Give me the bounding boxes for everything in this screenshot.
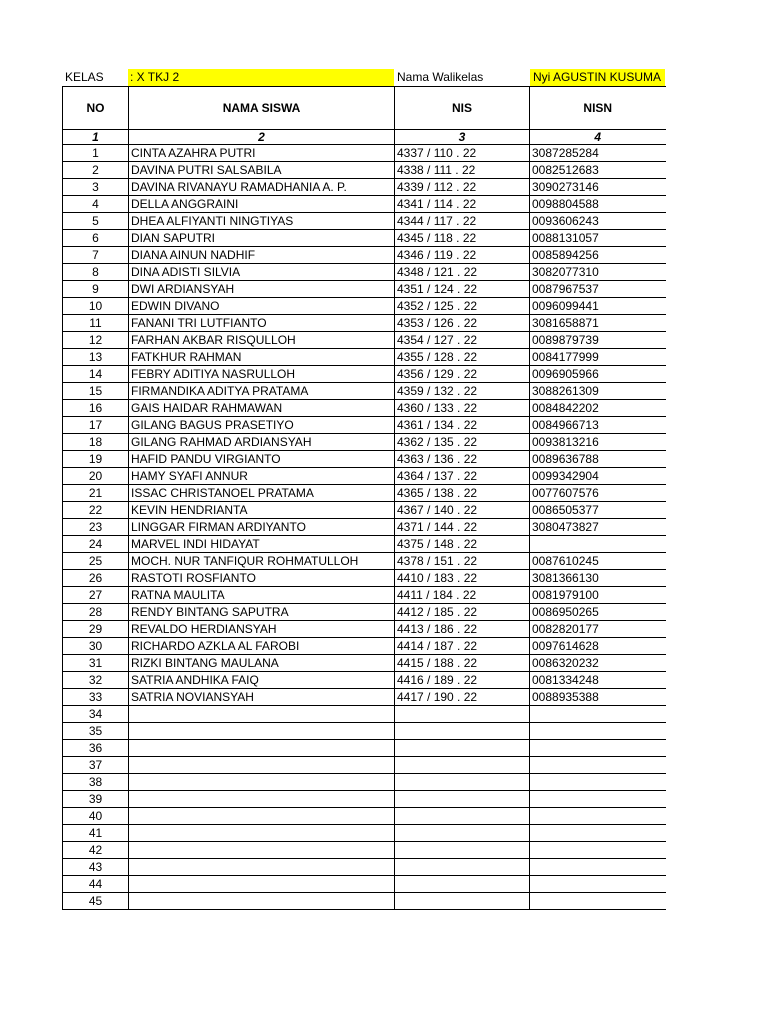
column-index: 3 xyxy=(395,130,530,145)
table-row xyxy=(63,519,666,536)
cell-nisn[interactable]: 3080473827 xyxy=(530,519,666,536)
cell-nis[interactable]: 4364 / 137 . 22 xyxy=(395,468,530,485)
cell-no[interactable]: 4 xyxy=(63,196,129,213)
cell-nis[interactable]: 4363 / 136 . 22 xyxy=(395,451,530,468)
cell-nisn[interactable]: 0085894256 xyxy=(530,247,666,264)
cell-nis[interactable]: 4415 / 188 . 22 xyxy=(395,655,530,672)
cell-no[interactable]: 12 xyxy=(63,332,129,349)
cell-nisn[interactable]: 0086950265 xyxy=(530,604,666,621)
cell-nama-siswa[interactable]: DIANA AINUN NADHIF xyxy=(129,247,395,264)
cell-nis[interactable] xyxy=(395,825,530,842)
cell-no[interactable]: 30 xyxy=(63,638,129,655)
cell-nama-siswa[interactable]: CINTA AZAHRA PUTRI xyxy=(129,145,395,162)
table-row xyxy=(63,247,666,264)
table-row xyxy=(63,434,666,451)
cell-nis[interactable] xyxy=(395,893,530,910)
column-index: 4 xyxy=(530,130,666,145)
cell-nisn[interactable]: 0096905966 xyxy=(530,366,666,383)
cell-nama-siswa[interactable]: LINGGAR FIRMAN ARDIYANTO xyxy=(129,519,395,536)
table-row xyxy=(63,383,666,400)
cell-nis[interactable]: 4371 / 144 . 22 xyxy=(395,519,530,536)
cell-no[interactable]: 2 xyxy=(63,162,129,179)
cell-no[interactable]: 8 xyxy=(63,264,129,281)
cell-nisn[interactable]: 0077607576 xyxy=(530,485,666,502)
table-row xyxy=(63,145,666,162)
cell-nis[interactable]: 4346 / 119 . 22 xyxy=(395,247,530,264)
cell-nisn[interactable] xyxy=(530,774,666,791)
cell-no[interactable]: 35 xyxy=(63,723,129,740)
cell-nis[interactable]: 4414 / 187 . 22 xyxy=(395,638,530,655)
cell-nis[interactable]: 4367 / 140 . 22 xyxy=(395,502,530,519)
table-row xyxy=(63,281,666,298)
table-row xyxy=(63,638,666,655)
table-row xyxy=(63,757,666,774)
cell-nama-siswa[interactable] xyxy=(129,723,395,740)
cell-nama-siswa[interactable]: MARVEL INDI HIDAYAT xyxy=(129,536,395,553)
cell-nisn[interactable]: 0084842202 xyxy=(530,400,666,417)
cell-nisn[interactable]: 0098804588 xyxy=(530,196,666,213)
cell-nis[interactable]: 4338 / 111 . 22 xyxy=(395,162,530,179)
cell-nama-siswa[interactable]: FEBRY ADITIYA NASRULLOH xyxy=(129,366,395,383)
cell-nis[interactable]: 4362 / 135 . 22 xyxy=(395,434,530,451)
table-row xyxy=(63,604,666,621)
spreadsheet-sheet xyxy=(62,69,665,910)
cell-no[interactable]: 7 xyxy=(63,247,129,264)
cell-nis[interactable] xyxy=(395,757,530,774)
cell-no[interactable]: 18 xyxy=(63,434,129,451)
cell-nisn[interactable] xyxy=(530,808,666,825)
cell-nis[interactable]: 4351 / 124 . 22 xyxy=(395,281,530,298)
cell-nisn[interactable] xyxy=(530,791,666,808)
cell-no[interactable]: 28 xyxy=(63,604,129,621)
cell-nama-siswa[interactable]: ISSAC CHRISTANOEL PRATAMA xyxy=(129,485,395,502)
cell-nama-siswa[interactable]: FARHAN AKBAR RISQULLOH xyxy=(129,332,395,349)
cell-nama-siswa[interactable]: GAIS HAIDAR RAHMAWAN xyxy=(129,400,395,417)
cell-no[interactable]: 39 xyxy=(63,791,129,808)
cell-no[interactable]: 34 xyxy=(63,706,129,723)
cell-nis[interactable] xyxy=(395,808,530,825)
cell-nama-siswa[interactable]: DIAN SAPUTRI xyxy=(129,230,395,247)
cell-nisn[interactable] xyxy=(530,723,666,740)
cell-nis[interactable]: 4360 / 133 . 22 xyxy=(395,400,530,417)
table-row xyxy=(63,672,666,689)
cell-no[interactable]: 11 xyxy=(63,315,129,332)
cell-nama-siswa[interactable]: RICHARDO AZKLA AL FAROBI xyxy=(129,638,395,655)
cell-nisn[interactable]: 0082820177 xyxy=(530,621,666,638)
cell-nama-siswa[interactable]: DHEA ALFIYANTI NINGTIYAS xyxy=(129,213,395,230)
cell-nisn[interactable] xyxy=(530,859,666,876)
cell-nisn[interactable]: 3081658871 xyxy=(530,315,666,332)
cell-nama-siswa[interactable]: HAMY SYAFI ANNUR xyxy=(129,468,395,485)
cell-nisn[interactable] xyxy=(530,842,666,859)
cell-nis[interactable]: 4348 / 121 . 22 xyxy=(395,264,530,281)
cell-nis[interactable]: 4339 / 112 . 22 xyxy=(395,179,530,196)
cell-nisn[interactable]: 0099342904 xyxy=(530,468,666,485)
table-row xyxy=(63,502,666,519)
cell-nama-siswa[interactable]: FIRMANDIKA ADITYA PRATAMA xyxy=(129,383,395,400)
table-row xyxy=(63,689,666,706)
cell-nis[interactable] xyxy=(395,876,530,893)
table-row xyxy=(63,179,666,196)
cell-no[interactable]: 38 xyxy=(63,774,129,791)
cell-nama-siswa[interactable]: SATRIA NOVIANSYAH xyxy=(129,689,395,706)
table-row xyxy=(63,587,666,604)
cell-nis[interactable] xyxy=(395,859,530,876)
cell-no[interactable]: 15 xyxy=(63,383,129,400)
cell-nis[interactable]: 4410 / 183 . 22 xyxy=(395,570,530,587)
cell-nis[interactable]: 4355 / 128 . 22 xyxy=(395,349,530,366)
cell-nisn[interactable]: 0081334248 xyxy=(530,672,666,689)
cell-no[interactable]: 19 xyxy=(63,451,129,468)
table-row xyxy=(63,859,666,876)
cell-nama-siswa[interactable]: DAVINA PUTRI SALSABILA xyxy=(129,162,395,179)
walikelas-label: Nama Walikelas xyxy=(397,70,484,84)
table-row xyxy=(63,315,666,332)
cell-nis[interactable] xyxy=(395,740,530,757)
cell-nisn[interactable]: 0093606243 xyxy=(530,213,666,230)
table-row xyxy=(63,451,666,468)
table-row xyxy=(63,876,666,893)
cell-nama-siswa[interactable]: EDWIN DIVANO xyxy=(129,298,395,315)
table-row xyxy=(63,774,666,791)
table-row xyxy=(63,468,666,485)
student-table xyxy=(62,86,666,910)
cell-no[interactable]: 21 xyxy=(63,485,129,502)
cell-nama-siswa[interactable] xyxy=(129,774,395,791)
table-row xyxy=(63,213,666,230)
cell-nis[interactable]: 4354 / 127 . 22 xyxy=(395,332,530,349)
cell-no[interactable]: 37 xyxy=(63,757,129,774)
cell-nisn[interactable] xyxy=(530,893,666,910)
cell-nisn[interactable]: 0088131057 xyxy=(530,230,666,247)
cell-nama-siswa[interactable]: SATRIA ANDHIKA FAIQ xyxy=(129,672,395,689)
cell-nis[interactable]: 4337 / 110 . 22 xyxy=(395,145,530,162)
cell-nis[interactable]: 4361 / 134 . 22 xyxy=(395,417,530,434)
cell-nama-siswa[interactable] xyxy=(129,859,395,876)
class-info-row xyxy=(62,69,665,86)
cell-nis[interactable]: 4413 / 186 . 22 xyxy=(395,621,530,638)
cell-nisn[interactable]: 0093813216 xyxy=(530,434,666,451)
table-row xyxy=(63,825,666,842)
cell-no[interactable]: 26 xyxy=(63,570,129,587)
cell-nisn[interactable]: 0081979100 xyxy=(530,587,666,604)
cell-no[interactable]: 43 xyxy=(63,859,129,876)
cell-nisn[interactable]: 0096099441 xyxy=(530,298,666,315)
cell-nis[interactable]: 4411 / 184 . 22 xyxy=(395,587,530,604)
cell-nis[interactable]: 4341 / 114 . 22 xyxy=(395,196,530,213)
cell-nisn[interactable] xyxy=(530,757,666,774)
cell-no[interactable]: 24 xyxy=(63,536,129,553)
table-row xyxy=(63,400,666,417)
cell-nama-siswa[interactable] xyxy=(129,757,395,774)
cell-no[interactable]: 17 xyxy=(63,417,129,434)
cell-nisn[interactable]: 3081366130 xyxy=(530,570,666,587)
table-row xyxy=(63,791,666,808)
cell-no[interactable]: 44 xyxy=(63,876,129,893)
column-header-nisn: NISN xyxy=(530,87,666,130)
column-header-row xyxy=(63,87,666,130)
cell-nisn[interactable]: 3090273146 xyxy=(530,179,666,196)
cell-nis[interactable] xyxy=(395,774,530,791)
cell-nama-siswa[interactable]: KEVIN HENDRIANTA xyxy=(129,502,395,519)
cell-no[interactable]: 14 xyxy=(63,366,129,383)
cell-nama-siswa[interactable]: DELLA ANGGRAINI xyxy=(129,196,395,213)
cell-no[interactable]: 36 xyxy=(63,740,129,757)
cell-no[interactable]: 32 xyxy=(63,672,129,689)
cell-nama-siswa[interactable]: DINA ADISTI SILVIA xyxy=(129,264,395,281)
cell-nama-siswa[interactable] xyxy=(129,808,395,825)
cell-nisn[interactable] xyxy=(530,706,666,723)
table-row xyxy=(63,842,666,859)
kelas-value[interactable]: : X TKJ 2 xyxy=(128,69,394,86)
cell-no[interactable]: 9 xyxy=(63,281,129,298)
cell-nama-siswa[interactable] xyxy=(129,706,395,723)
cell-nisn[interactable]: 0086320232 xyxy=(530,655,666,672)
cell-nis[interactable] xyxy=(395,791,530,808)
cell-nis[interactable]: 4375 / 148 . 22 xyxy=(395,536,530,553)
cell-nisn[interactable]: 0089636788 xyxy=(530,451,666,468)
cell-nama-siswa[interactable] xyxy=(129,842,395,859)
cell-nis[interactable]: 4356 / 129 . 22 xyxy=(395,366,530,383)
cell-nis[interactable]: 4353 / 126 . 22 xyxy=(395,315,530,332)
table-row xyxy=(63,196,666,213)
kelas-label: KELAS xyxy=(65,70,104,84)
cell-nama-siswa[interactable]: RATNA MAULITA xyxy=(129,587,395,604)
table-row xyxy=(63,706,666,723)
table-row xyxy=(63,264,666,281)
cell-no[interactable]: 41 xyxy=(63,825,129,842)
cell-nisn[interactable]: 3088261309 xyxy=(530,383,666,400)
cell-no[interactable]: 23 xyxy=(63,519,129,536)
column-header-nama-siswa: NAMA SISWA xyxy=(129,87,395,130)
cell-nisn[interactable] xyxy=(530,740,666,757)
cell-nama-siswa[interactable] xyxy=(129,740,395,757)
cell-no[interactable]: 1 xyxy=(63,145,129,162)
cell-nisn[interactable] xyxy=(530,825,666,842)
cell-nis[interactable]: 4412 / 185 . 22 xyxy=(395,604,530,621)
column-index: 2 xyxy=(129,130,395,145)
table-row xyxy=(63,893,666,910)
table-row xyxy=(63,332,666,349)
table-row xyxy=(63,298,666,315)
cell-no[interactable]: 20 xyxy=(63,468,129,485)
cell-no[interactable]: 6 xyxy=(63,230,129,247)
cell-nama-siswa[interactable]: DWI ARDIANSYAH xyxy=(129,281,395,298)
cell-nis[interactable] xyxy=(395,706,530,723)
cell-nama-siswa[interactable]: GILANG BAGUS PRASETIYO xyxy=(129,417,395,434)
cell-nisn[interactable] xyxy=(530,876,666,893)
cell-nisn[interactable]: 3087285284 xyxy=(530,145,666,162)
cell-nisn[interactable]: 0086505377 xyxy=(530,502,666,519)
cell-nisn[interactable]: 0097614628 xyxy=(530,638,666,655)
cell-nama-siswa[interactable]: RIZKI BINTANG MAULANA xyxy=(129,655,395,672)
cell-nis[interactable]: 4344 / 117 . 22 xyxy=(395,213,530,230)
table-row xyxy=(63,366,666,383)
cell-no[interactable]: 25 xyxy=(63,553,129,570)
cell-nis[interactable]: 4345 / 118 . 22 xyxy=(395,230,530,247)
cell-nis[interactable]: 4359 / 132 . 22 xyxy=(395,383,530,400)
table-row xyxy=(63,162,666,179)
table-row xyxy=(63,655,666,672)
cell-no[interactable]: 31 xyxy=(63,655,129,672)
cell-nama-siswa[interactable]: DAVINA RIVANAYU RAMADHANIA A. P. xyxy=(129,179,395,196)
cell-nisn[interactable]: 0084966713 xyxy=(530,417,666,434)
cell-no[interactable]: 42 xyxy=(63,842,129,859)
cell-nisn[interactable]: 3082077310 xyxy=(530,264,666,281)
cell-nama-siswa[interactable] xyxy=(129,893,395,910)
cell-nama-siswa[interactable]: RENDY BINTANG SAPUTRA xyxy=(129,604,395,621)
table-row xyxy=(63,621,666,638)
table-row xyxy=(63,349,666,366)
student-rows xyxy=(63,145,666,910)
cell-nisn[interactable]: 0087967537 xyxy=(530,281,666,298)
cell-no[interactable]: 3 xyxy=(63,179,129,196)
cell-nis[interactable]: 4365 / 138 . 22 xyxy=(395,485,530,502)
table-row xyxy=(63,536,666,553)
cell-no[interactable]: 33 xyxy=(63,689,129,706)
table-row xyxy=(63,740,666,757)
table-row xyxy=(63,553,666,570)
cell-no[interactable]: 45 xyxy=(63,893,129,910)
cell-nama-siswa[interactable]: MOCH. NUR TANFIQUR ROHMATULLOH xyxy=(129,553,395,570)
table-row xyxy=(63,230,666,247)
table-row xyxy=(63,808,666,825)
walikelas-value[interactable]: Nyi AGUSTIN KUSUMA xyxy=(530,69,665,86)
cell-no[interactable]: 29 xyxy=(63,621,129,638)
cell-no[interactable]: 16 xyxy=(63,400,129,417)
cell-no[interactable]: 27 xyxy=(63,587,129,604)
cell-nama-siswa[interactable] xyxy=(129,825,395,842)
cell-nis[interactable] xyxy=(395,723,530,740)
column-index: 1 xyxy=(63,130,129,145)
cell-no[interactable]: 10 xyxy=(63,298,129,315)
cell-nama-siswa[interactable]: FATKHUR RAHMAN xyxy=(129,349,395,366)
cell-no[interactable]: 40 xyxy=(63,808,129,825)
cell-nis[interactable]: 4352 / 125 . 22 xyxy=(395,298,530,315)
cell-nisn[interactable] xyxy=(530,536,666,553)
cell-nis[interactable]: 4378 / 151 . 22 xyxy=(395,553,530,570)
cell-nama-siswa[interactable]: FANANI TRI LUTFIANTO xyxy=(129,315,395,332)
cell-nama-siswa[interactable]: RASTOTI ROSFIANTO xyxy=(129,570,395,587)
cell-nama-siswa[interactable]: GILANG RAHMAD ARDIANSYAH xyxy=(129,434,395,451)
table-row xyxy=(63,723,666,740)
cell-nisn[interactable]: 0089879739 xyxy=(530,332,666,349)
table-row xyxy=(63,417,666,434)
cell-nisn[interactable]: 0082512683 xyxy=(530,162,666,179)
cell-nama-siswa[interactable]: HAFID PANDU VIRGIANTO xyxy=(129,451,395,468)
cell-nisn[interactable]: 0087610245 xyxy=(530,553,666,570)
column-header-no: NO xyxy=(63,87,129,130)
cell-nisn[interactable]: 0088935388 xyxy=(530,689,666,706)
cell-nama-siswa[interactable] xyxy=(129,791,395,808)
column-header-nis: NIS xyxy=(395,87,530,130)
table-row xyxy=(63,570,666,587)
cell-nama-siswa[interactable]: REVALDO HERDIANSYAH xyxy=(129,621,395,638)
cell-no[interactable]: 13 xyxy=(63,349,129,366)
cell-nis[interactable]: 4416 / 189 . 22 xyxy=(395,672,530,689)
cell-no[interactable]: 22 xyxy=(63,502,129,519)
cell-nis[interactable]: 4417 / 190 . 22 xyxy=(395,689,530,706)
cell-nisn[interactable]: 0084177999 xyxy=(530,349,666,366)
cell-nis[interactable] xyxy=(395,842,530,859)
column-index-row xyxy=(63,130,666,145)
cell-no[interactable]: 5 xyxy=(63,213,129,230)
table-row xyxy=(63,485,666,502)
cell-nama-siswa[interactable] xyxy=(129,876,395,893)
